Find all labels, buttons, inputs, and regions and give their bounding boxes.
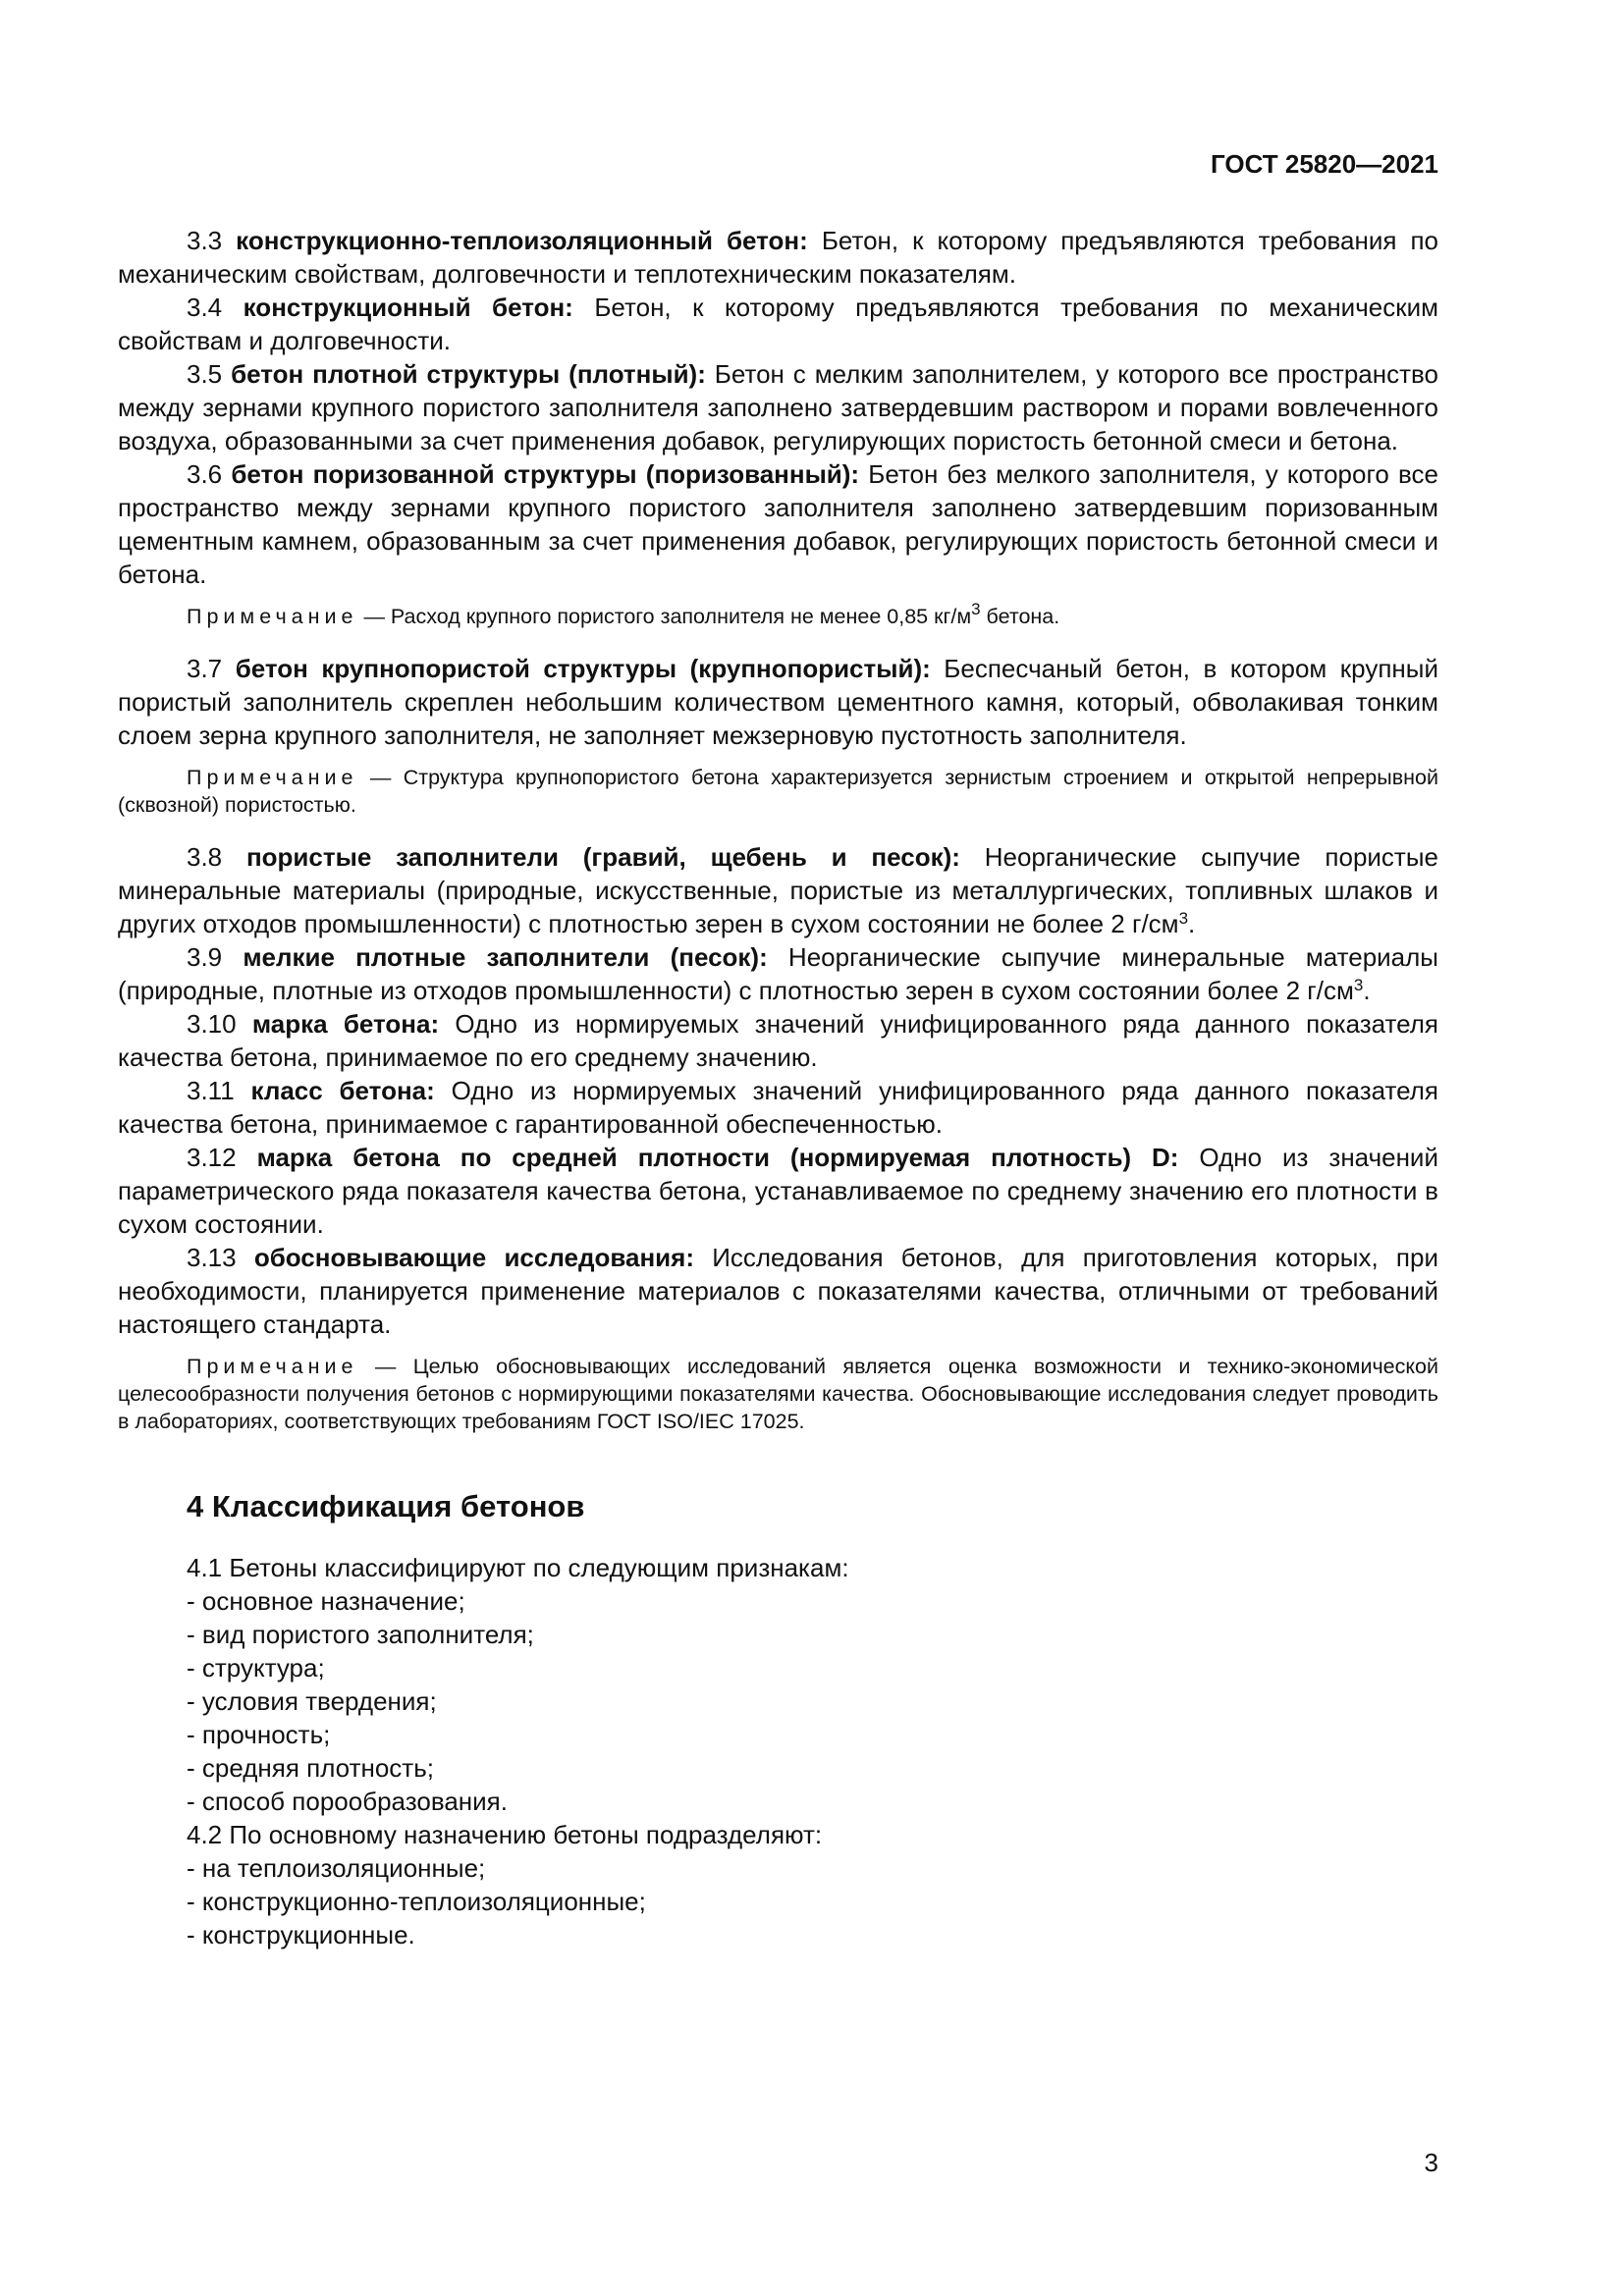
term: мелкие плотные заполнители (песок): (243, 942, 768, 972)
list-item: - способ порообразования. (187, 1787, 508, 1816)
standard-code-header: ГОСТ 25820—2021 (1211, 149, 1438, 179)
clause-3-6: 3.6 бетон поризованной структуры (поризованный): Бетон без мелкого заполнителя, у которого все пространство между зернами крупного пористого заполнителя заполнено затвердевшим поризованным цементным камнем, образованным за счет применения добавок, регулирующих пористость бетонной смеси и бетона. (118, 459, 1438, 589)
clause-4-2: 4.2 По основному назначению бетоны подразделяют: (187, 1820, 823, 1849)
clause-3-12: 3.12 марка бетона по средней плотности (нормируемая плотность) D: Одно из значений параметрического ряда показателя качества бетона, устанавливаемое по среднему значению его плотности в сухом состоянии. (118, 1143, 1438, 1239)
list-item: - на теплоизоляционные; (187, 1853, 486, 1883)
term: конструкционно-теплоизоляционный бетон: (236, 226, 808, 255)
clause-3-5: 3.5 бетон плотной структуры (плотный): Бетон с мелким заполнителем, у которого все пространство между зернами крупного пористого заполнителя заполнено затвердевшим раствором и порами вовлеченного воздуха, образованными за счет применения добавок, регулирующих пористость бетонной смеси и бетона. (118, 359, 1438, 455)
term: конструкционный бетон: (243, 293, 573, 322)
document-body (118, 224, 1438, 1951)
term: марка бетона: (251, 1009, 440, 1039)
clause-4-1: 4.1 Бетоны классифицируют по следующим признакам: (187, 1553, 849, 1582)
clause-3-8: 3.8 пористые заполнители (гравий, щебень и песок): Неорганические сыпучие пористые минеральные материалы (природные, искусственные, пористые из металлургических, топливных шлаков и других отходов промышленности) с плотностью зерен в сухом состоянии не более 2 $г/см^3$. (118, 842, 1438, 938)
list-item: - конструкционно-теплоизоляционные; (187, 1887, 646, 1916)
classification-list (118, 1551, 1438, 1951)
note-label: Примечание (187, 766, 358, 789)
list-item: - вид пористого заполнителя; (187, 1620, 534, 1649)
clause-3-13: 3.13 обосновывающие исследования: Исследования бетонов, для приготовления которых, при необходимости, планируется применение материалов с показателями качества, отличными от требований настоящего стандарта. (118, 1243, 1438, 1339)
clause-3-3: 3.3 конструкционно-теплоизоляционный бетон: Бетон, к которому предъявляются требования по механическим свойствам, долговечности и теплотехническим показателям. (118, 226, 1439, 289)
list-item: - прочность; (187, 1720, 331, 1749)
note-3-6: Примечание — Расход крупного пористого заполнителя не менее 0,85 $кг/м^3$ бетона. (187, 600, 1060, 628)
list-item: - условия твердения; (187, 1686, 437, 1716)
list-item: - структура; (187, 1653, 325, 1682)
clause-3-11: 3.11 класс бетона: Одно из нормируемых значений унифицированного ряда данного показателя качества бетона, принимаемое с гарантированной обеспеченностью. (118, 1076, 1438, 1139)
list-item: - основное назначение; (187, 1586, 465, 1616)
term: бетон крупнопористой структуры (крупнопористый): (235, 654, 931, 683)
note-3-13: Примечание — Целью обосновывающих исследований является оценка возможности и технико-экономической целесообразности получения бетонов с нормирующими показателями качества. Обосновывающие исследования следует проводить в лабораториях, соответствующих требованиям ГОСТ ISO/IEC 17025. (118, 1355, 1438, 1433)
clause-3-4: 3.4 конструкционный бетон: Бетон, к которому предъявляются требования по механическим свойствам и долговечности. (118, 293, 1438, 355)
list-item: - конструкционные. (187, 1920, 415, 1949)
term: бетон поризованной структуры (поризованный): (231, 459, 860, 489)
term: класс бетона: (250, 1076, 435, 1105)
term: обосновывающие исследования: (253, 1243, 694, 1272)
section-heading-4: 4 Классификация бетонов (187, 1489, 585, 1523)
term: пористые заполнители (гравий, щебень и песок): (245, 842, 960, 872)
note-label: Примечание (187, 605, 358, 628)
term: марка бетона по средней плотности (нормируемая плотность) D: (256, 1143, 1179, 1172)
clause-3-9: 3.9 мелкие плотные заполнители (песок): Неорганические сыпучие минеральные материалы (природные, плотные из отходов промышленности) с плотностью зерен в сухом состоянии более 2 $г/см^3$. (118, 942, 1438, 1005)
term: бетон плотной структуры (плотный): (231, 359, 706, 389)
clause-3-10: 3.10 марка бетона: Одно из нормируемых значений унифицированного ряда данного показателя качества бетона, принимаемое по его среднему значению. (118, 1009, 1439, 1072)
note-label: Примечание (187, 1355, 358, 1378)
note-3-7: Примечание — Структура крупнопористого бетона характеризуется зернистым строением и открытой непрерывной (сквозной) пористостью. (118, 766, 1438, 817)
clause-3-7: 3.7 бетон крупнопористой структуры (крупнопористый): Беспесчаный бетон, в котором крупный пористый заполнитель скреплен небольшим количеством цементного камня, который, обволакивая тонким слоем зерна крупного заполнителя, не заполняет межзерновую пустотность заполнителя. (118, 654, 1438, 750)
page-number: 3 (1424, 2148, 1438, 2177)
list-item: - средняя плотность; (187, 1753, 434, 1783)
